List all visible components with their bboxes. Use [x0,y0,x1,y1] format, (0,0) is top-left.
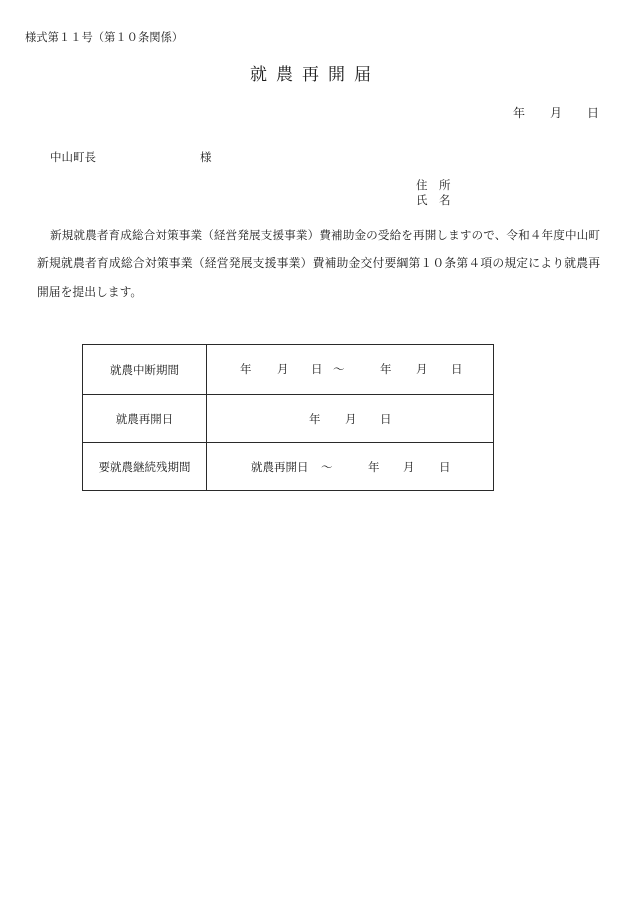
addressee-honorific: 様 [200,150,212,164]
body-line: 新規就農者育成総合対策事業（経営発展支援事業）費補助金交付要綱第１０条第４項の規定により就農再 [37,256,600,270]
document-title: 就農再開届 [250,65,380,85]
to-month-label: 月 [416,362,428,376]
month-label: 月 [345,412,357,426]
table-label-cell: 要就農継続残期間 [83,443,207,490]
addressee-name: 中山町長 [50,150,96,164]
body-line: 開届を提出します。 [37,285,143,299]
form-table [82,344,494,491]
table-value-cell [207,395,493,443]
tilde-separator: ～ [333,362,345,376]
to-year-label: 年 [380,362,392,376]
table-row-remaining-period [83,442,493,490]
table-label-cell: 就農再開日 [83,395,207,443]
day-label: 日 [439,460,451,474]
month-label: 月 [403,460,415,474]
table-label-cell: 就農中断期間 [83,345,207,394]
table-row-interruption-period [83,345,493,394]
day-label: 日 [380,412,392,426]
date-year-label: 年 [513,106,526,120]
to-day-label: 日 [451,362,463,376]
table-value-cell [207,345,493,394]
year-label: 年 [309,412,321,426]
table-row-restart-date [83,394,493,443]
start-label: 就農再開日 [251,460,309,474]
name-label: 氏 名 [416,193,451,207]
date-day-label: 日 [587,106,600,120]
from-month-label: 月 [277,362,289,376]
table-value-cell [207,443,493,490]
from-year-label: 年 [240,362,252,376]
form-number: 様式第１１号（第１０条関係） [25,31,184,44]
address-label: 住 所 [416,178,451,192]
body-line: 新規就農者育成総合対策事業（経営発展支援事業）費補助金の受給を再開しますので、令和４年度中山町 [50,228,600,242]
year-label: 年 [368,460,380,474]
tilde-separator: ～ [321,460,333,474]
date-month-label: 月 [550,106,563,120]
from-day-label: 日 [311,362,323,376]
